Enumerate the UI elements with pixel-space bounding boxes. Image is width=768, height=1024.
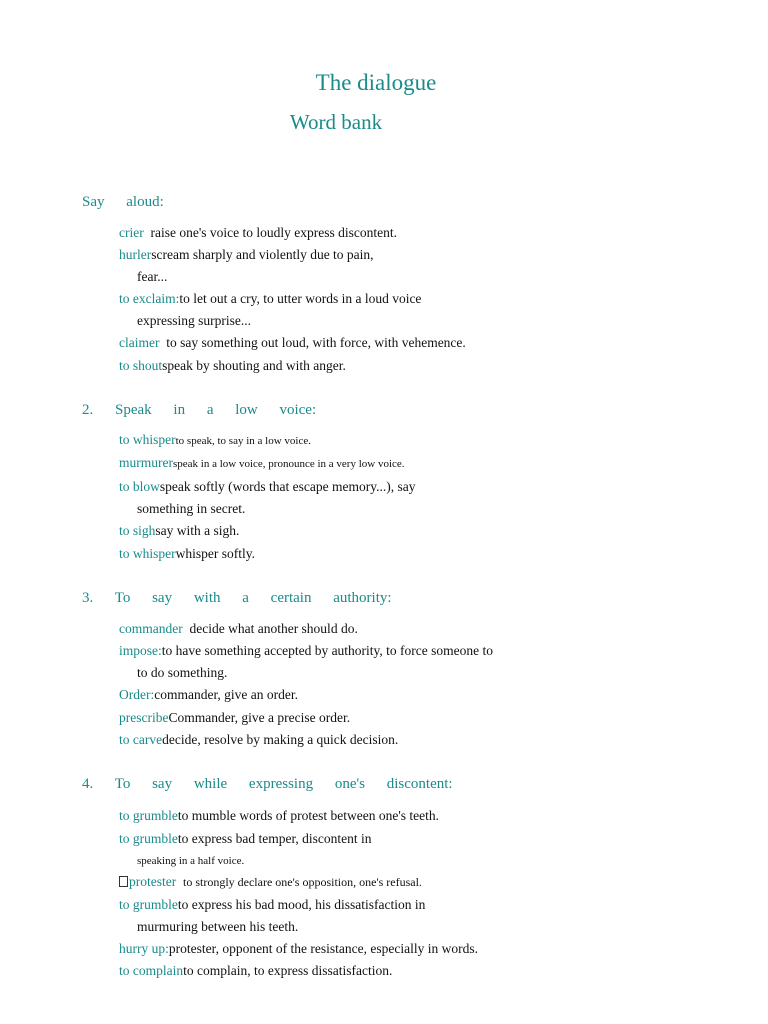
term: to whisper: [119, 546, 176, 561]
definition: speak in a low voice, pronounce in a very low voice.: [172, 458, 405, 470]
term: prescribe: [119, 710, 169, 725]
list-item: [119, 729, 398, 751]
term: crier: [119, 225, 144, 240]
square-bullet-icon: [119, 876, 128, 887]
definition: scream sharply and violently due to pain,: [151, 247, 374, 262]
term: to grumble: [119, 897, 178, 912]
definition: to express bad temper, discontent in: [177, 831, 372, 846]
term: protester: [129, 874, 177, 889]
definition: speak by shouting and with anger.: [162, 358, 346, 373]
page-title: The dialogue: [315, 70, 437, 95]
definition: decide what another should do.: [189, 621, 358, 636]
list-item: [119, 707, 350, 729]
list-item: [119, 640, 493, 684]
term: to carve: [119, 732, 163, 747]
term: to grumble: [119, 808, 178, 823]
term: commander: [119, 621, 183, 636]
term: to grumble: [119, 831, 178, 846]
term: murmurer: [119, 455, 173, 470]
definition: to express his bad mood, his dissatisfaction in: [177, 897, 426, 912]
definition: Commander, give a precise order.: [168, 710, 351, 725]
definition-continued: expressing surprise...: [137, 313, 251, 328]
list-item: [119, 355, 346, 377]
term: to blow: [119, 479, 160, 494]
list-item: [119, 429, 311, 452]
list-item: [119, 332, 466, 354]
list-item: [119, 805, 439, 827]
definition: to have something accepted by authority, to force someone to: [161, 643, 494, 658]
section-heading-authority: 3. To say with a certain authority:: [82, 590, 392, 606]
definition: say with a sigh.: [155, 523, 240, 538]
definition-continued: murmuring between his teeth.: [137, 919, 299, 934]
list-item: [119, 684, 298, 706]
list-item: [119, 520, 239, 542]
definition: to say something out loud, with force, with vehemence.: [166, 335, 466, 350]
term: Order:: [119, 687, 155, 702]
term: hurler: [119, 247, 152, 262]
list-item: [119, 244, 374, 288]
section-heading-low-voice: 2. Speak in a low voice:: [82, 402, 317, 418]
list-item: [119, 960, 392, 982]
term: to shout: [119, 358, 163, 373]
section-heading-say-aloud: Say aloud:: [82, 194, 164, 210]
definition-continued: fear...: [137, 269, 168, 284]
definition: speak softly (words that escape memory...), say: [159, 479, 416, 494]
definition: decide, resolve by making a quick decision.: [162, 732, 399, 747]
definition-continued: something in secret.: [137, 501, 246, 516]
term: to sigh: [119, 523, 156, 538]
definition: to speak, to say in a low voice.: [175, 435, 311, 447]
page-subtitle: Word bank: [289, 110, 383, 134]
list-item: [119, 476, 415, 520]
definition-continued: speaking in a half voice.: [137, 855, 245, 867]
definition: whisper softly.: [175, 546, 255, 561]
list-item: [119, 543, 255, 565]
definition: to complain, to express dissatisfaction.: [183, 963, 393, 978]
list-item: [119, 828, 372, 872]
term: hurry up:: [119, 941, 169, 956]
term: to exclaim:: [119, 291, 180, 306]
list-item: [119, 871, 422, 893]
definition: to strongly declare one's opposition, one's refusal.: [182, 875, 422, 889]
list-item: [119, 222, 397, 244]
definition: to let out a cry, to utter words in a loud voice: [179, 291, 422, 306]
term: to complain: [119, 963, 184, 978]
list-item: [119, 618, 358, 640]
list-item: [119, 288, 421, 332]
definition: protester, opponent of the resistance, especially in words.: [168, 941, 478, 956]
list-item: [119, 938, 478, 960]
section-heading-discontent: 4. To say while expressing one's discontent:: [82, 776, 453, 792]
definition: raise one's voice to loudly express discontent.: [150, 225, 397, 240]
term: to whisper: [119, 432, 176, 447]
list-item: [119, 452, 405, 475]
term: impose:: [119, 643, 162, 658]
definition: commander, give an order.: [154, 687, 299, 702]
definition-continued: to do something.: [137, 665, 228, 680]
list-item: [119, 894, 425, 938]
term: claimer: [119, 335, 160, 350]
definition: to mumble words of protest between one's teeth.: [177, 808, 439, 823]
